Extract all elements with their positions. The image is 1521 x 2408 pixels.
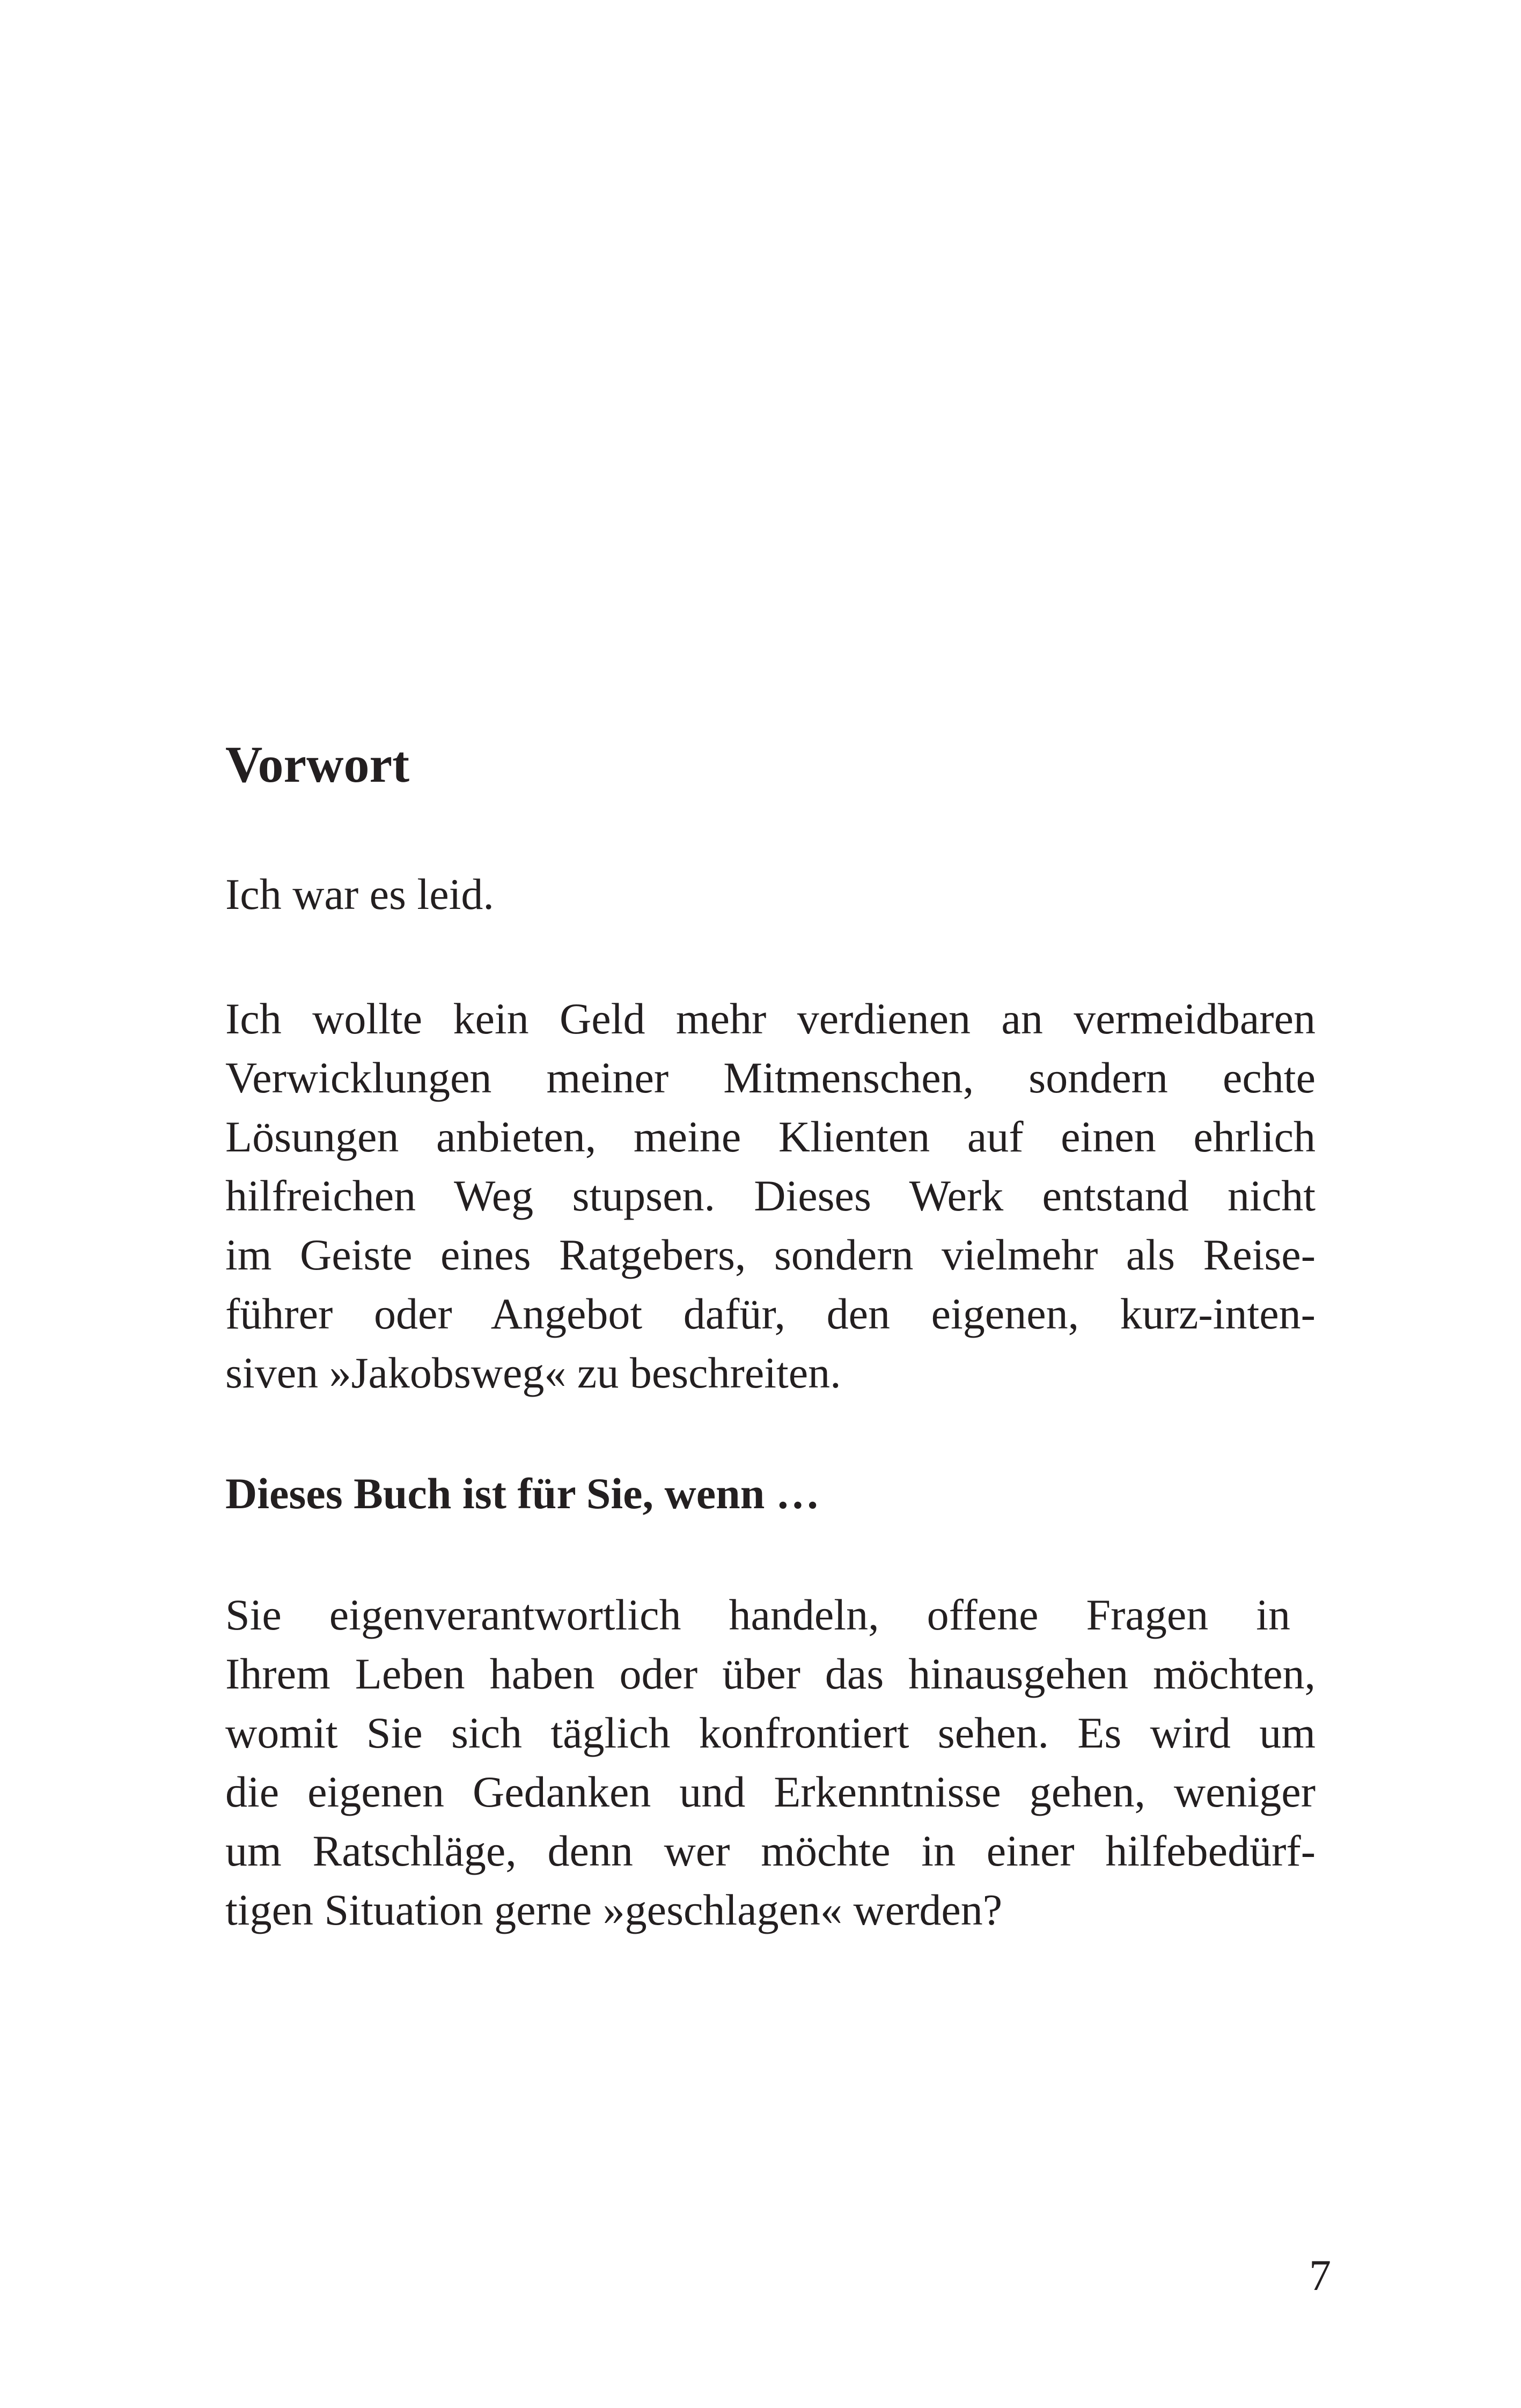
text-line: führer oder Angebot dafür, den eigenen, kurz-inten- bbox=[225, 1289, 1316, 1338]
text-line: womit Sie sich täglich konfrontiert sehen. Es wird um bbox=[225, 1708, 1316, 1757]
section-subheading: Dieses Buch ist für Sie, wenn … bbox=[225, 1469, 820, 1518]
text-line: Ich war es leid. bbox=[225, 870, 494, 919]
page-number: 7 bbox=[1309, 2251, 1331, 2300]
text-line: Ich wollte kein Geld mehr verdienen an vermeidbaren bbox=[225, 994, 1316, 1043]
paragraph-intro bbox=[225, 865, 1316, 924]
text-line: Sie eigenverantwortlich handeln, offene Fragen in bbox=[225, 1590, 1290, 1639]
text-line: Verwicklungen meiner Mitmenschen, sondern echte bbox=[225, 1053, 1316, 1102]
paragraph-motivation bbox=[225, 989, 1316, 1403]
text-line: tigen Situation gerne »geschlagen« werden? bbox=[225, 1885, 1003, 1934]
text-line: hilfreichen Weg stupsen. Dieses Werk entstand nicht bbox=[225, 1171, 1316, 1220]
text-line: Ihrem Leben haben oder über das hinausgehen möchten, bbox=[225, 1649, 1316, 1698]
text-line: die eigenen Gedanken und Erkenntnisse gehen, weniger bbox=[225, 1767, 1316, 1816]
text-line: Lösungen anbieten, meine Klienten auf einen ehrlich bbox=[225, 1112, 1316, 1161]
text-line: um Ratschläge, denn wer möchte in einer hilfebedürf- bbox=[225, 1826, 1316, 1875]
text-line: im Geiste eines Ratgebers, sondern vielmehr als Reise- bbox=[225, 1230, 1316, 1279]
paragraph-audience bbox=[225, 1585, 1316, 1940]
chapter-heading: Vorwort bbox=[225, 736, 410, 793]
text-line: siven »Jakobsweg« zu beschreiten. bbox=[225, 1348, 841, 1397]
